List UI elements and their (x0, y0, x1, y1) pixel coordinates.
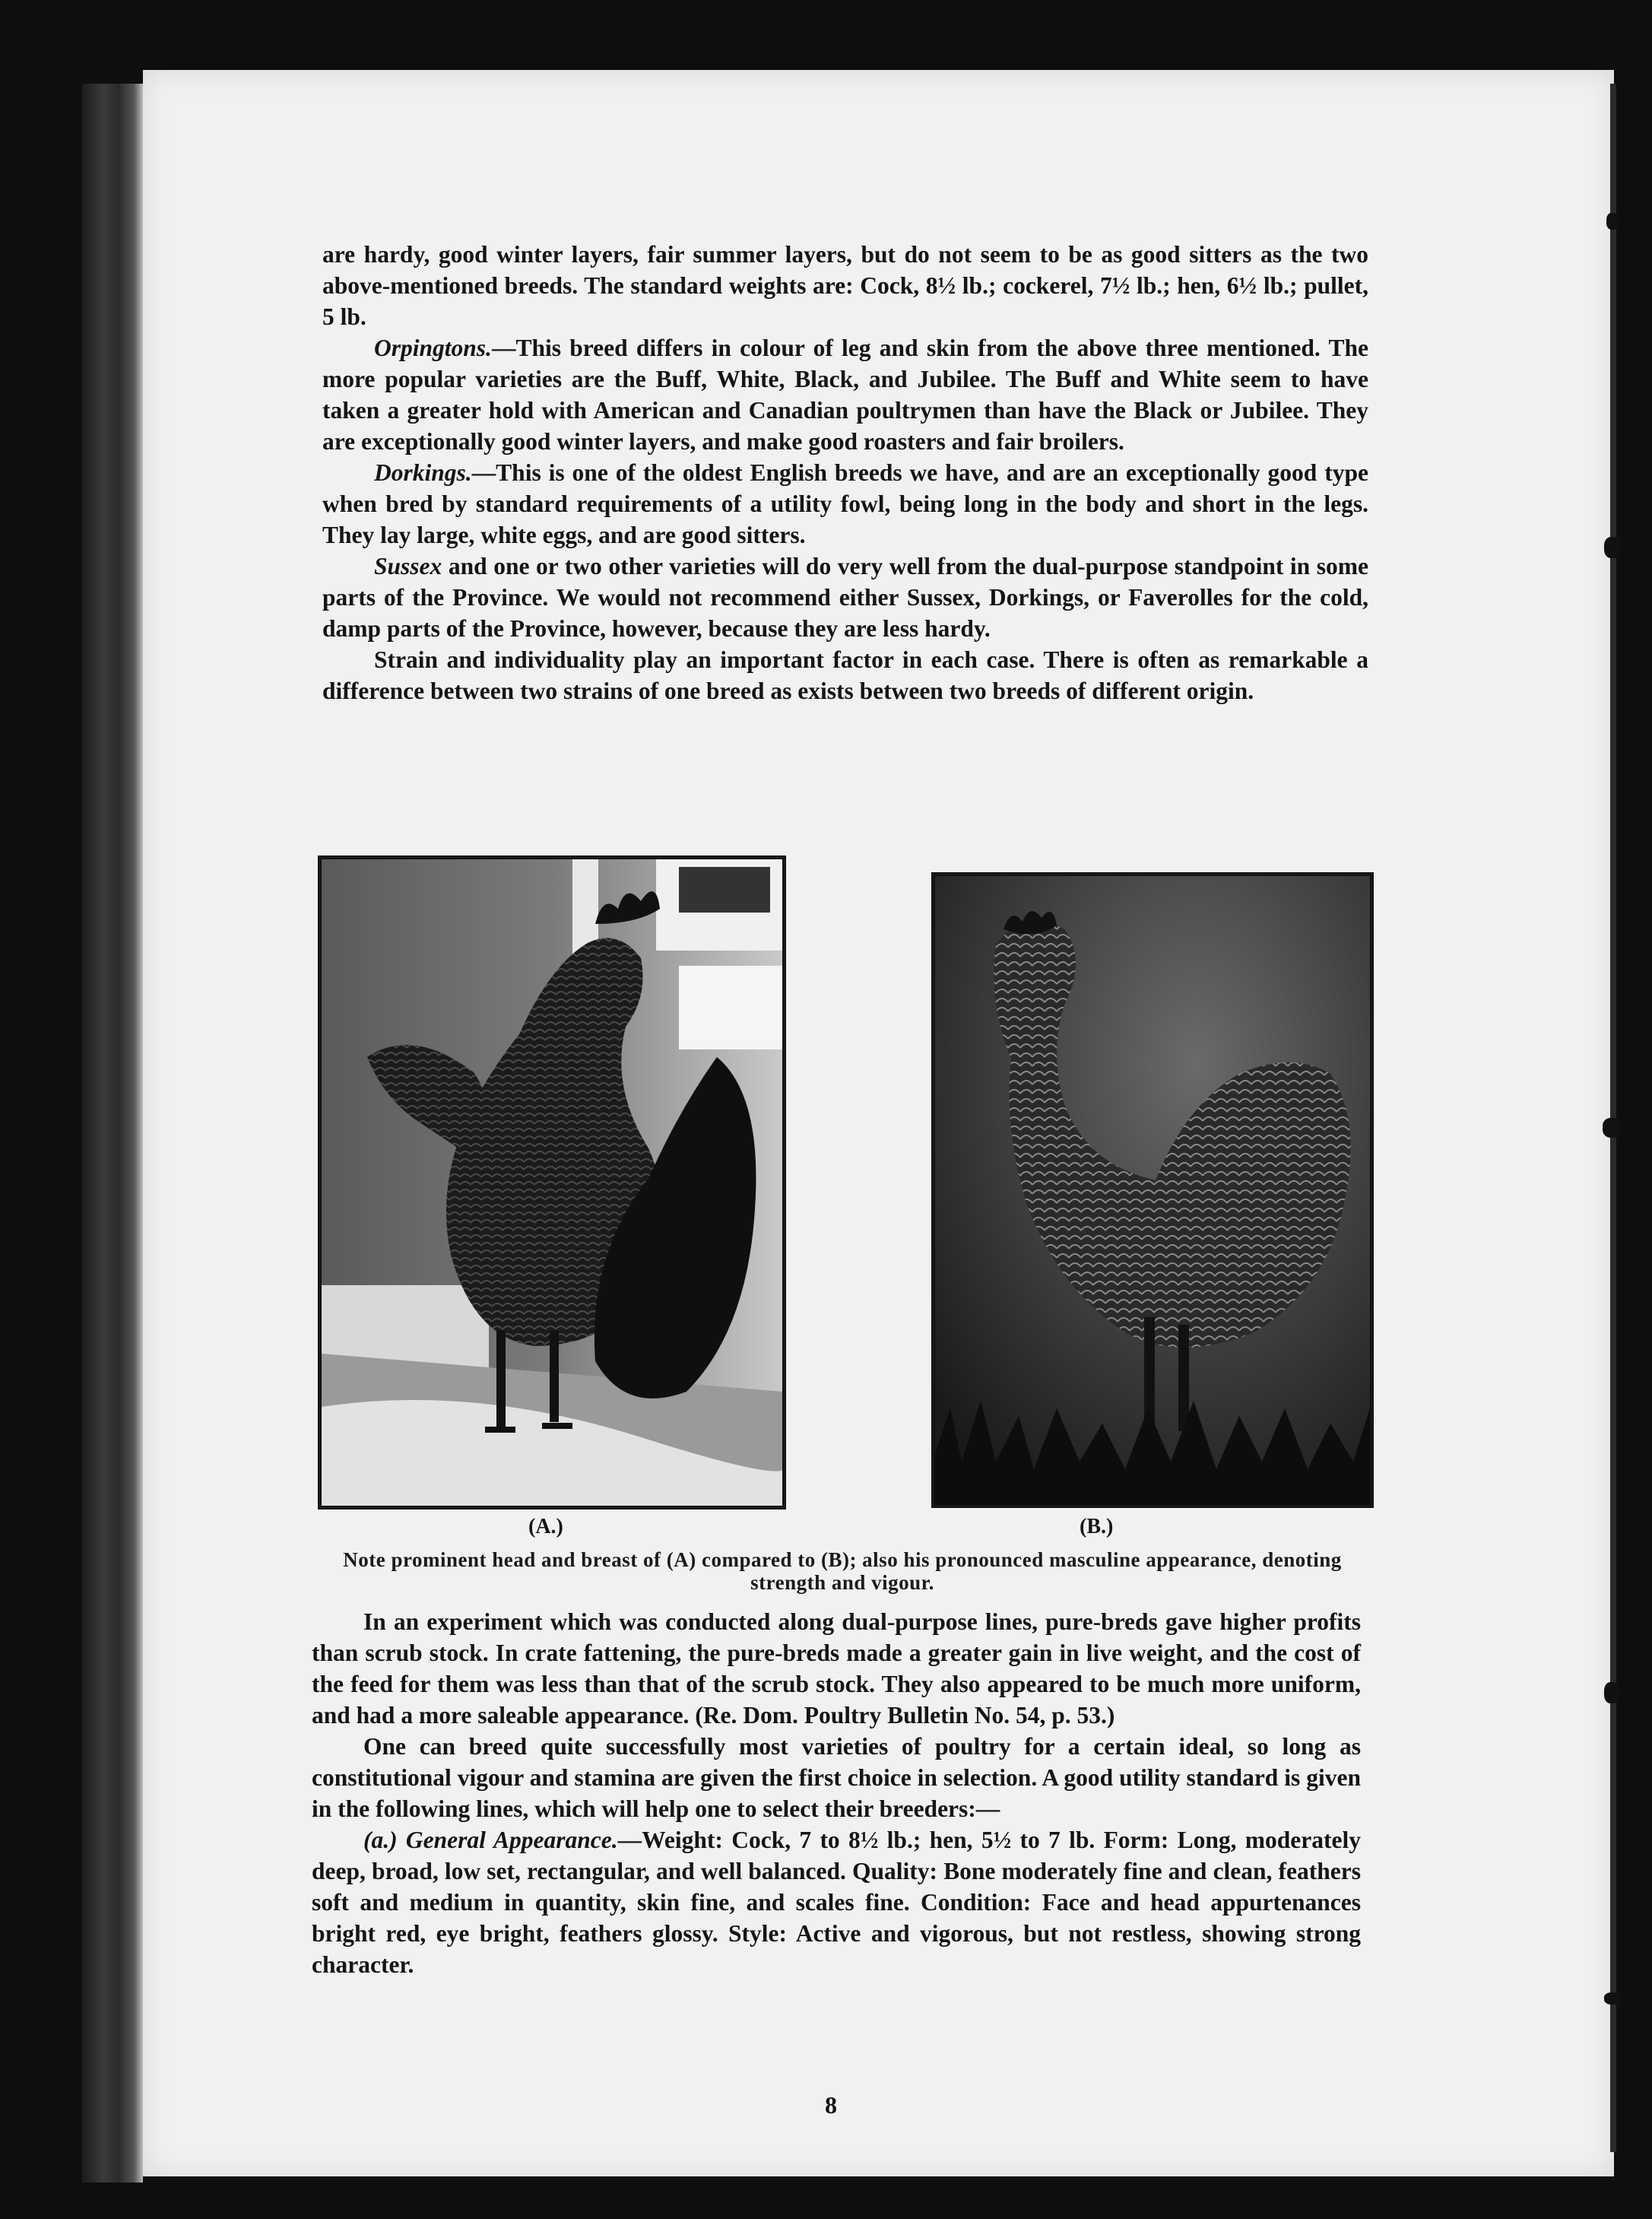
dorkings-text: —This is one of the oldest English breeds we have, and are an exceptionally good type when bred by standard requirements of a utility fowl, being long in the body and short in the legs. They lay large, white eggs, and are good sitters. (322, 459, 1368, 548)
lower-text-block (312, 1606, 1361, 1980)
photo-b-rooster (931, 872, 1374, 1508)
page-number: 8 (825, 2091, 837, 2119)
paragraph-experiment: In an experiment which was conducted along dual-purpose lines, pure-breds gave higher profits than scrub stock. In crate fattening, the pure-breds made a greater gain in live weight, and the cost of the feed for them was less than that of the scrub stock. They also appeared to be much more uniform, and had a more saleable appearance. (Re. Dom. Poultry Bulletin No. 54, p. 53.) (312, 1608, 1361, 1729)
paragraph-general-appearance (312, 1824, 1361, 1980)
orpingtons-text: —This breed differs in colour of leg and skin from the above three mentioned. The more popular varieties are the Buff, White, Black, and Jubilee. The Buff and White seem to have taken a greater hold with American and Canadian poultrymen than have the Black or Jubilee. They are exceptionally good winter layers, and make good roasters and fair broilers. (322, 335, 1368, 455)
paragraph-hardy: are hardy, good winter layers, fair summer layers, but do not seem to be as good sitters as the two above-mentioned breeds. The standard weights are: Cock, 8½ lb.; cockerel, 7½ lb.; hen, 6½ lb.; pullet, 5 lb. (322, 241, 1368, 330)
book-binding (82, 84, 143, 2182)
upper-text-block (322, 239, 1368, 706)
sussex-text: and one or two other varieties will do very well from the dual-purpose standpoint in some parts of the Province. We would not recommend either Sussex, Dorkings, or Faverolles for the cold, damp parts of the Province, however, because they are less hardy. (322, 553, 1368, 642)
term-general-appearance: (a.) General Appearance. (363, 1827, 618, 1853)
scan-speck (1604, 1682, 1619, 1703)
paragraph-breed-ideal: One can breed quite successfully most varieties of poultry for a certain ideal, so long as constitutional vigour and stamina are given the first choice in selection. A good utility standard is given in the following lines, which will help one to select their breeders:— (312, 1733, 1361, 1822)
figure-caption: Note prominent head and breast of (A) compared to (B); also his pronounced masculine appearance, denoting strength and vigour. (343, 1548, 1342, 1594)
photo-a-label: (A.) (528, 1515, 563, 1538)
scan-speck (1606, 213, 1619, 230)
paragraph-sussex (322, 551, 1368, 644)
paragraph-orpingtons (322, 332, 1368, 457)
paragraph-dorkings (322, 457, 1368, 551)
photo-a-rooster (318, 856, 786, 1509)
photo-b-label: (B.) (1080, 1515, 1114, 1538)
term-orpingtons: Orpingtons. (374, 335, 492, 361)
paragraph-strain: Strain and individuality play an important factor in each case. There is often as remarkable a difference between two strains of one breed as exists between two breeds of different origin. (322, 646, 1368, 704)
scan-speck (1604, 1992, 1622, 2005)
term-dorkings: Dorkings. (374, 459, 472, 486)
general-appearance-text: —Weight: Cock, 7 to 8½ lb.; hen, 5½ to 7 lb. Form: Long, moderately deep, broad, low set, rectangular, and well balanced. Quality: Bone moderately fine and clean, feathers soft and medium in quantity, skin fine, and scales fine. Condition: Face and head appurtenances bright red, eye bright, feathers glossy. Style: Active and vigorous, but not restless, showing strong character. (312, 1827, 1361, 1978)
scan-speck (1603, 1118, 1622, 1138)
scan-speck (1604, 537, 1621, 558)
term-sussex: Sussex (374, 553, 442, 579)
